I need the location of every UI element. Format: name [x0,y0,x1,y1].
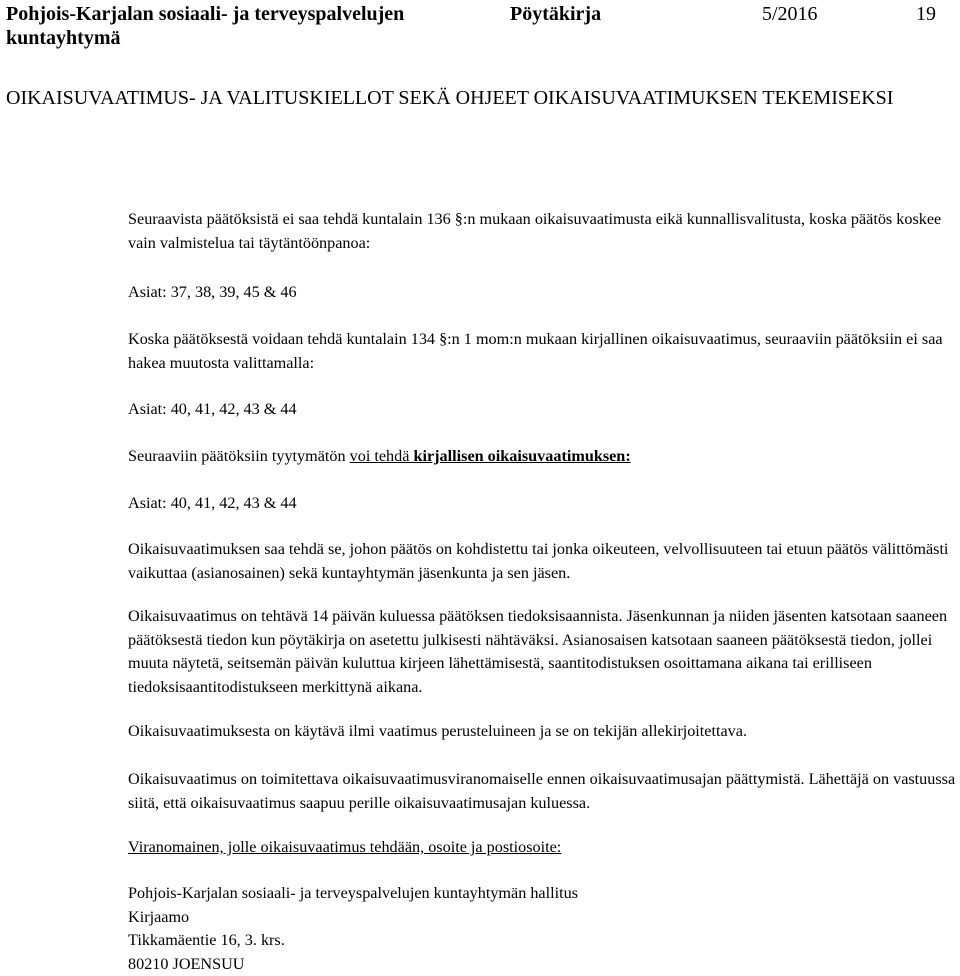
paragraph-text: Oikaisuvaatimuksesta on käytävä ilmi vaatimus perusteluineen ja se on tekijän allekirjoitettava. [128,720,956,744]
matters-list-2 [128,398,956,422]
paragraph-text: Koska päätöksestä voidaan tehdä kuntalain 134 §:n 1 mom:n mukaan kirjallinen oikaisuvaatimus, seuraaviin päätöksiin ei saa hakea muutosta valittamalla: [128,328,956,375]
header-document-number: 5/2016 [762,2,818,26]
address-line-4: 80210 JOENSUU [128,953,956,976]
intro-text: Seuraaviin päätöksiin tyytymätön [128,447,350,465]
matters-text: Asiat: 40, 41, 42, 43 & 44 [128,492,956,516]
header-page-number: 19 [916,2,936,26]
address-line-1: Pohjois-Karjalan sosiaali- ja terveyspalvelujen kuntayhtymän hallitus [128,882,956,906]
paragraph-text: Oikaisuvaatimus on tehtävä 14 päivän kuluessa päätöksen tiedoksisaannista. Jäsenkunnan ja niiden jäsenten katsotaan saaneen päätöksestä tiedon kun pöytäkirja on asetettu julkisesti nähtäväksi. Asianosaisen katsotaan saaneen päätöksestä tiedon, jollei muuta näytetä, seitsemän päivän kuluttua kirjeen lähettämisestä, saantitodistuksen osoittamana aikana tai erilliseen tiedoksisaantitodistukseen merkittynä aikana. [128,605,956,699]
header-document-type: Pöytäkirja [510,2,601,26]
paragraph-text: Oikaisuvaatimuksen saa tehdä se, johon päätös on kohdistettu tai jonka oikeuteen, velvollisuuteen tai etuun päätös välittömästi vaikuttaa (asianosainen) sekä kuntayhtymän jäsenkunta ja sen jäsen. [128,538,956,585]
paragraph-no-complaint [128,328,956,375]
paragraph-appeal-content [128,720,956,744]
page-title: OIKAISUVAATIMUS- JA VALITUSKIELLOT SEKÄ OHJEET OIKAISUVAATIMUKSEN TEKEMISEKSI [6,86,956,110]
intro-underlined: voi tehdä [350,447,414,465]
paragraph-text: Oikaisuvaatimus on toimitettava oikaisuvaatimusviranomaiselle ennen oikaisuvaatimusajan päättymistä. Lähettäjä on vastuussa siitä, että oikaisuvaatimus saapuu perille oikaisuvaatimusajan kuluessa. [128,768,956,815]
matters-text: Asiat: 37, 38, 39, 45 & 46 [128,281,956,305]
intro-underlined-bold: kirjallisen oikaisuvaatimuksen: [413,447,630,465]
paragraph-appeal-period [128,605,956,699]
paragraph-text: Seuraavista päätöksistä ei saa tehdä kuntalain 136 §:n mukaan oikaisuvaatimusta eikä kunnallisvalitusta, koska päätös koskee vain valmistelua tai täytäntöönpanoa: [128,208,956,255]
paragraph-no-appeal [128,208,956,255]
paragraph-rectification-intro [128,445,956,469]
authority-heading [128,836,956,860]
matters-list-1 [128,281,956,305]
address-line-3: Tikkamäentie 16, 3. krs. [128,929,956,953]
authority-heading-text: Viranomainen, jolle oikaisuvaatimus tehdään, osoite ja postiosoite: [128,836,956,860]
paragraph-who-may-appeal [128,538,956,585]
matters-text: Asiat: 40, 41, 42, 43 & 44 [128,398,956,422]
matters-list-3 [128,492,956,516]
address-line-2: Kirjaamo [128,906,956,930]
address-block [128,882,956,976]
paragraph-delivery [128,768,956,815]
header-organization: Pohjois-Karjalan sosiaali- ja terveyspalvelujen kuntayhtymä [6,2,496,50]
